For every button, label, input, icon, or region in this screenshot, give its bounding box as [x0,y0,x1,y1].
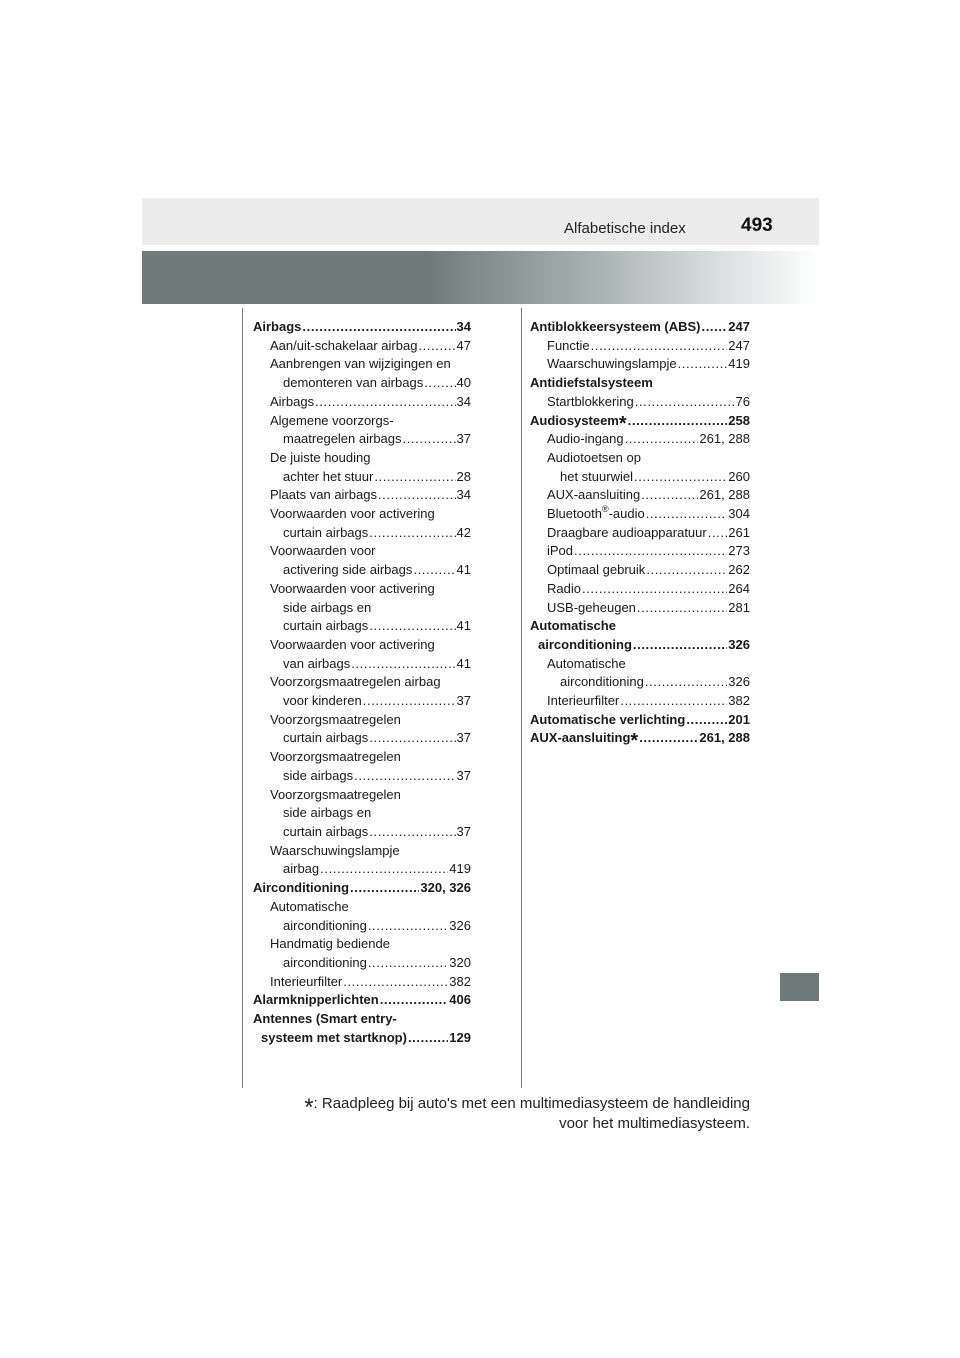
index-term [270,450,370,465]
page-section-title: Alfabetische index [564,220,686,237]
index-entry [253,991,471,1010]
page-reference: 37 [456,693,471,709]
index-entry-continuation [253,449,471,468]
index-term-text: Automatische verlichting [530,711,686,727]
index-term [547,337,590,356]
index-entry [253,318,471,337]
dot-leader [350,879,419,898]
index-term-text: Startblokkering [547,393,634,409]
page-reference: 326 [728,636,750,652]
index-entry-continuation [253,673,471,692]
index-term-text: Handmatig bediende [270,936,390,952]
index-term [560,673,644,692]
dot-leader [620,692,727,711]
index-term [560,468,633,487]
dot-leader [351,655,455,674]
dot-leader [302,318,455,337]
index-entry [530,393,750,412]
index-term-text: Antiblokkeersysteem (ABS) [530,319,701,334]
page-reference: 262 [728,562,750,578]
index-term [283,468,373,487]
index-entry [530,542,750,561]
index-term [270,936,390,951]
header-bar [142,198,819,245]
footnote-reference-marker: * [618,412,627,435]
index-entry [253,468,471,487]
index-term-text: USB-geheugen [547,599,636,615]
index-term [283,954,367,973]
page-reference: 37 [456,767,471,783]
index-entry [530,636,750,655]
index-term-text: Voorwaarden voor activering [270,580,435,596]
index-entry-continuation [253,842,471,861]
dot-leader [369,524,455,543]
index-term [270,749,401,764]
index-term-text: Antidiefstalsysteem [530,375,653,391]
index-term [253,1011,397,1026]
index-entry-continuation [530,655,750,674]
index-entry [530,318,750,337]
index-term-text: activering side airbags [283,562,413,578]
index-term-text: Automatische [530,618,616,634]
page-reference: 320 [449,954,471,970]
page-reference: 382 [728,693,750,709]
page-reference: 419 [449,861,471,877]
dot-leader [646,561,727,580]
page-reference: 41 [456,562,471,578]
index-term-text: voor kinderen [283,693,362,709]
index-term-text: curtain airbags [283,823,369,839]
index-entry [253,524,471,543]
index-entry [253,561,471,580]
footnote-line-1 [304,1094,750,1121]
index-entry [530,599,750,618]
index-term-text: demonteren van airbags [283,375,424,391]
index-entry-continuation [253,711,471,730]
index-term-text: van airbags [283,655,351,671]
index-term [270,543,376,558]
index-term [270,899,349,914]
index-term [547,580,581,599]
index-term-text: Radio [547,580,581,596]
dot-leader [368,917,448,936]
index-term [270,393,314,412]
index-entry-continuation [253,636,471,655]
index-entry [530,486,750,505]
index-entry-continuation [253,542,471,561]
index-term-text: AUX-aansluiting [547,487,641,503]
index-entry [253,767,471,786]
index-entry [253,692,471,711]
footnote-reference-marker: * [630,730,639,753]
page-reference: 41 [456,655,471,671]
index-term-text: Plaats van airbags [270,487,377,503]
dot-leader [625,430,699,449]
dot-leader [637,599,727,618]
index-term-text: Voorzorgsmaatregelen airbag [270,674,441,690]
index-term [283,692,362,711]
page-reference: 41 [456,618,471,634]
index-entry [253,486,471,505]
index-entry-continuation [253,412,471,431]
index-term [547,561,645,580]
page-reference: 37 [456,823,471,839]
index-term [283,617,368,636]
section-tab-marker [780,973,819,1001]
page-reference: 76 [735,393,750,409]
page-reference: 261, 288 [699,431,750,447]
index-term-text: airbag [283,861,320,877]
index-term [253,318,301,337]
index-entry [253,430,471,449]
index-term-text: Voorwaarden voor activering [270,506,435,522]
index-entry-continuation [253,748,471,767]
index-term [530,618,616,633]
index-term [547,524,707,543]
index-term-text: Alarmknipperlichten [253,992,379,1008]
index-term [270,843,400,858]
index-term-text: curtain airbags [283,618,369,634]
page-reference: 247 [728,337,750,353]
page-reference: 258 [728,412,750,428]
dot-leader [574,542,727,561]
dot-leader [635,393,735,412]
index-term-text: Voorzorgsmaatregelen [270,711,401,727]
dot-leader [424,374,455,393]
index-entry [530,580,750,599]
index-term-text: Interieurfilter [547,693,620,709]
index-term [270,712,401,727]
index-term-suffix: -audio [608,506,645,522]
page-reference: 42 [456,524,471,540]
left-column-rule [242,308,243,1088]
index-term [253,879,349,898]
index-entry-continuation [253,1010,471,1029]
index-term [547,692,619,711]
index-term-text: airconditioning [538,636,632,652]
index-term [547,656,626,671]
index-term [283,860,319,879]
index-term [538,636,632,655]
index-term-text: Automatische [270,898,349,914]
index-term-text: side airbags en [283,599,372,615]
dot-leader [686,711,727,730]
index-entry [253,655,471,674]
index-term-text: Waarschuwingslampje [547,356,677,372]
index-term [547,505,645,524]
index-entry [530,468,750,487]
index-term-text: Airconditioning [253,880,350,896]
dot-leader [628,412,728,431]
index-term [547,430,624,449]
index-term-text: Audiotoetsen op [547,449,641,465]
index-entry [253,823,471,842]
index-term [547,599,636,618]
page-reference: 320, 326 [420,880,471,896]
index-term-text: Voorwaarden voor activering [270,636,435,652]
index-term [270,674,441,689]
index-term [270,486,377,505]
index-entry [253,879,471,898]
index-term-text: Voorzorgsmaatregelen [270,786,401,802]
dot-leader [363,692,456,711]
index-term [283,655,350,674]
page-reference: 406 [449,992,471,1008]
page-reference: 326 [728,674,750,690]
registered-mark: ® [601,503,609,514]
page-reference: 264 [728,580,750,596]
index-term-text: side airbags en [283,805,372,821]
index-entry [530,355,750,374]
index-column-left [253,318,471,1047]
center-column-rule [521,308,522,1088]
index-term-text: Antennes (Smart entry- [253,1011,397,1027]
index-term-text: maatregelen airbags [283,431,402,447]
dot-leader [378,486,456,505]
index-entry-continuation [253,599,471,618]
index-term [253,991,379,1010]
dot-leader [315,393,455,412]
index-term-text: airconditioning [283,954,367,970]
index-entry-continuation [253,898,471,917]
index-entry-continuation [530,617,750,636]
dot-leader [403,430,456,449]
index-term [283,823,368,842]
index-term [270,356,451,371]
index-entry [253,1029,471,1048]
index-term [283,374,423,393]
index-term [283,805,371,820]
index-term [530,318,701,337]
index-term [547,486,640,505]
footnote-line-2: voor het multimediasysteem. [559,1115,750,1132]
page-reference: 247 [728,319,750,334]
index-entry-continuation [253,580,471,599]
footnote-marker: * [304,1094,314,1121]
index-entry-continuation [253,355,471,374]
index-entry [530,673,750,692]
page-reference: 382 [449,973,471,989]
index-term [270,413,394,428]
index-term-text: airconditioning [560,674,644,690]
index-term [283,600,371,615]
index-term [270,637,435,652]
dot-leader [678,355,728,374]
index-term [547,450,641,465]
page-number: 493 [741,215,773,236]
index-term-text: Draagbare audioapparatuur [547,524,707,540]
index-term-text: Optimaal gebruik [547,562,646,578]
dot-leader [369,823,455,842]
index-term [283,561,412,580]
dot-leader [320,860,448,879]
page-reference: 34 [456,319,471,334]
dot-leader [369,729,455,748]
page-reference: 37 [456,730,471,746]
index-term-text: Airbags [270,393,315,409]
dot-leader [702,318,728,337]
index-entry-continuation [530,374,750,393]
index-entry [253,973,471,992]
index-term-text: side airbags [283,767,354,783]
page-reference: 281 [728,599,750,615]
page-reference: 47 [456,337,471,353]
dot-leader [413,561,455,580]
index-term-text: Airbags [253,319,302,334]
index-entry [530,524,750,543]
index-term [283,430,402,449]
dot-leader [634,468,727,487]
dot-leader [418,337,455,356]
index-entry [530,412,750,435]
index-term [270,973,342,992]
page-reference: 326 [449,917,471,933]
index-entry [530,711,750,730]
index-entry [253,617,471,636]
index-entry-continuation [530,449,750,468]
index-term [547,355,677,374]
dot-leader [646,505,728,524]
page-reference: 34 [456,393,471,409]
index-term [530,729,639,753]
footnote [304,1094,750,1134]
index-term [530,375,653,390]
index-entry [253,954,471,973]
dot-leader [343,973,448,992]
page-reference: 261, 288 [699,487,750,503]
page-reference: 34 [456,487,471,503]
index-term [283,917,367,936]
index-term-text: Audiosysteem [530,412,619,428]
index-term-text: iPod [547,543,574,559]
page-reference: 28 [456,468,471,484]
index-term [270,787,401,802]
index-term-text: Interieurfilter [270,973,343,989]
index-entry-continuation [253,786,471,805]
dot-leader [408,1029,448,1048]
index-term-text: Bluetooth [547,506,602,522]
index-entry [253,860,471,879]
page-reference: 419 [728,356,750,372]
index-term-text: Voorzorgsmaatregelen [270,749,401,765]
page-reference: 273 [728,543,750,559]
page-reference: 129 [449,1029,471,1045]
index-entry [530,692,750,711]
index-term-text: Voorwaarden voor [270,543,376,559]
index-term-text: AUX-aansluiting [530,730,631,746]
dot-leader [645,673,727,692]
index-entry [530,337,750,356]
footnote-text-1: : Raadpleeg bij auto's met een multimediasysteem de handleiding [313,1095,750,1112]
index-term-text: Functie [547,337,590,353]
dot-leader [368,954,448,973]
index-term-text: curtain airbags [283,524,369,540]
dot-leader [374,468,455,487]
index-term-text: Algemene voorzorgs- [270,412,394,428]
index-term [283,729,368,748]
index-term-text: curtain airbags [283,730,369,746]
page-reference: 304 [728,506,750,522]
page-reference: 261, 288 [699,730,750,746]
index-term-text: Aan/uit-schakelaar airbag [270,337,418,353]
index-entry [530,430,750,449]
dot-leader [354,767,455,786]
index-entry-continuation [253,935,471,954]
index-term [283,767,353,786]
dot-leader [380,991,449,1010]
index-entry [253,393,471,412]
index-term-text: Audio-ingang [547,431,624,447]
page-reference: 261 [728,524,750,540]
index-entry [253,374,471,393]
index-term-text: airconditioning [283,917,367,933]
index-term [283,524,368,543]
index-term-text: De juiste houding [270,449,371,465]
dot-leader [641,486,698,505]
dot-leader [582,580,727,599]
index-entry-continuation [253,505,471,524]
page-reference: 201 [728,711,750,727]
index-column-right [530,318,750,753]
index-term [530,711,685,730]
index-term-text: Aanbrengen van wijzigingen en [270,356,451,372]
index-term [261,1029,407,1048]
page-reference: 40 [456,375,471,391]
page-reference: 37 [456,431,471,447]
index-entry [530,561,750,580]
dot-leader [639,729,698,748]
index-entry [253,729,471,748]
index-term-text: systeem met startknop) [261,1029,407,1045]
dot-leader [369,617,455,636]
index-entry [530,505,750,524]
header-banner [142,251,819,304]
index-entry [253,337,471,356]
index-term [270,581,435,596]
index-entry [530,729,750,753]
page-reference: 260 [728,468,750,484]
dot-leader [591,337,728,356]
index-term-text: Automatische [547,655,626,671]
index-term [547,542,573,561]
index-entry [253,917,471,936]
index-term-text: achter het stuur [283,468,374,484]
dot-leader [708,524,728,543]
dot-leader [633,636,727,655]
index-term [270,337,417,356]
index-term [270,506,435,521]
index-term-text: het stuurwiel [560,468,633,484]
index-entry-continuation [253,804,471,823]
index-term [530,412,627,435]
index-term-text: Waarschuwingslampje [270,842,400,858]
index-term [547,393,634,412]
